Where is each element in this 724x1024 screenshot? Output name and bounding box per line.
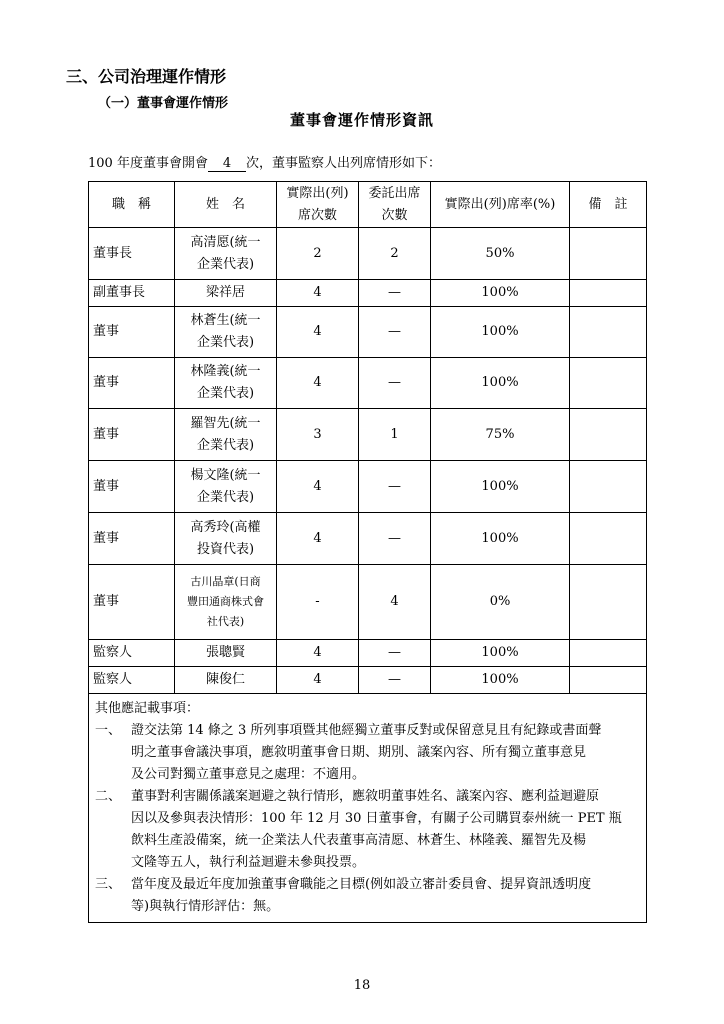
cell-title: 董事 bbox=[89, 513, 175, 565]
cell-rate: 50% bbox=[431, 228, 570, 280]
cell-proxy: 4 bbox=[359, 565, 431, 640]
notes-cell bbox=[89, 694, 647, 923]
note-text bbox=[131, 786, 640, 874]
cell-rate: 100% bbox=[431, 280, 570, 307]
note-line: 當年度及最近年度加強董事會職能之目標(例如設立審計委員會、提昇資訊透明度 bbox=[131, 877, 592, 892]
header-proxy-line1: 委託出席 bbox=[368, 185, 421, 201]
name-line: 企業代表) bbox=[196, 489, 255, 505]
cell-name bbox=[175, 228, 277, 280]
intro-line bbox=[88, 152, 441, 172]
table-row bbox=[89, 513, 647, 565]
table-row bbox=[89, 307, 647, 358]
subsection-heading: （一）董事會運作情形 bbox=[98, 96, 229, 111]
cell-title: 監察人 bbox=[89, 640, 175, 667]
table-row bbox=[89, 667, 647, 694]
table-row bbox=[89, 409, 647, 461]
cell-title: 監察人 bbox=[89, 667, 175, 694]
note-number: 三、 bbox=[95, 877, 122, 892]
table-row bbox=[89, 461, 647, 513]
cell-proxy: — bbox=[359, 358, 431, 409]
cell-rate: 100% bbox=[431, 640, 570, 667]
cell-name bbox=[175, 461, 277, 513]
note-line: 飲料生產設備案，統一企業法人代表董事高清愿、林蒼生、林隆義、羅智先及楊 bbox=[131, 833, 587, 848]
header-actual bbox=[277, 182, 359, 228]
cell-rate: 100% bbox=[431, 513, 570, 565]
meeting-count: 4 bbox=[208, 157, 246, 172]
name-line: 企業代表) bbox=[196, 386, 255, 401]
cell-proxy: 1 bbox=[359, 409, 431, 461]
cell-actual: 2 bbox=[277, 228, 359, 280]
cell-remark bbox=[570, 358, 647, 409]
table-header-row bbox=[89, 182, 647, 228]
cell-remark bbox=[570, 307, 647, 358]
table-row bbox=[89, 565, 647, 640]
cell-actual: 4 bbox=[277, 667, 359, 694]
cell-name: 梁祥居 bbox=[175, 280, 277, 307]
cell-remark bbox=[570, 409, 647, 461]
header-rate: 實際出(列)席率(%) bbox=[431, 182, 570, 228]
cell-title: 董事 bbox=[89, 358, 175, 409]
header-actual-line1: 實際出(列) bbox=[286, 185, 349, 201]
name-line: 豐田通商株式會 bbox=[187, 595, 264, 608]
note-text bbox=[131, 874, 640, 918]
name-line: 高清愿(統一 bbox=[190, 234, 261, 250]
cell-remark bbox=[570, 565, 647, 640]
cell-proxy: 2 bbox=[359, 228, 431, 280]
cell-name: 陳俊仁 bbox=[175, 667, 277, 694]
name-line: 古川晶章(日商 bbox=[190, 575, 261, 588]
cell-name bbox=[175, 358, 277, 409]
cell-actual: 4 bbox=[277, 461, 359, 513]
cell-remark bbox=[570, 228, 647, 280]
intro-prefix: 100 年度董事會開會 bbox=[88, 156, 208, 171]
cell-remark bbox=[570, 640, 647, 667]
cell-actual: 4 bbox=[277, 358, 359, 409]
cell-title: 董事 bbox=[89, 461, 175, 513]
name-line: 企業代表) bbox=[196, 437, 255, 453]
section-heading: 三、公司治理運作情形 bbox=[66, 67, 227, 86]
header-proxy-line2: 次數 bbox=[381, 207, 408, 223]
cell-name bbox=[175, 307, 277, 358]
note-line: 明之董事會議決事項，應敘明董事會日期、期別、議案內容、所有獨立董事意見 bbox=[131, 745, 587, 760]
note-number: 二、 bbox=[95, 789, 122, 804]
cell-proxy: — bbox=[359, 280, 431, 307]
cell-rate: 75% bbox=[431, 409, 570, 461]
note-line: 證交法第 14 條之 3 所列事項暨其他經獨立董事反對或保留意見且有紀錄或書面聲 bbox=[131, 723, 602, 738]
note-text bbox=[131, 720, 640, 786]
header-name: 姓 名 bbox=[175, 182, 277, 228]
cell-rate: 100% bbox=[431, 307, 570, 358]
intro-suffix: 次，董事監察人出列席情形如下： bbox=[245, 156, 441, 171]
table-row bbox=[89, 280, 647, 307]
page-title: 董事會運作情形資訊 bbox=[289, 111, 434, 129]
header-proxy bbox=[359, 182, 431, 228]
page-number: 18 bbox=[353, 978, 371, 993]
cell-proxy: — bbox=[359, 513, 431, 565]
cell-actual: 4 bbox=[277, 280, 359, 307]
cell-title: 副董事長 bbox=[89, 280, 175, 307]
cell-remark bbox=[570, 461, 647, 513]
cell-name bbox=[175, 409, 277, 461]
cell-rate: 0% bbox=[431, 565, 570, 640]
cell-title: 董事 bbox=[89, 565, 175, 640]
cell-title: 董事 bbox=[89, 409, 175, 461]
cell-name bbox=[175, 565, 277, 640]
cell-proxy: — bbox=[359, 307, 431, 358]
name-line: 企業代表) bbox=[196, 256, 255, 272]
cell-name bbox=[175, 513, 277, 565]
name-line: 林隆義(統一 bbox=[190, 364, 261, 379]
header-actual-line2: 席次數 bbox=[297, 207, 337, 223]
cell-proxy: — bbox=[359, 667, 431, 694]
name-line: 高秀玲(高權 bbox=[190, 519, 261, 535]
note-item bbox=[95, 720, 640, 786]
note-line: 因以及參與表決情形：100 年 12 月 30 日董事會，有關子公司購買泰州統一 PET 瓶 bbox=[131, 811, 622, 826]
cell-proxy: — bbox=[359, 640, 431, 667]
cell-title: 董事 bbox=[89, 307, 175, 358]
cell-actual: 4 bbox=[277, 640, 359, 667]
cell-actual: - bbox=[277, 565, 359, 640]
cell-remark bbox=[570, 513, 647, 565]
note-line: 董事對利害關係議案迴避之執行情形，應敘明董事姓名、議案內容、應利益迴避原 bbox=[131, 789, 600, 804]
cell-title: 董事長 bbox=[89, 228, 175, 280]
cell-actual: 3 bbox=[277, 409, 359, 461]
note-number: 一、 bbox=[95, 723, 122, 738]
notes-row bbox=[89, 694, 647, 923]
name-line: 林蒼生(統一 bbox=[190, 313, 261, 328]
cell-remark bbox=[570, 667, 647, 694]
cell-actual: 4 bbox=[277, 307, 359, 358]
attendance-table bbox=[88, 181, 647, 923]
header-remark: 備 註 bbox=[570, 182, 647, 228]
table-row bbox=[89, 640, 647, 667]
note-item bbox=[95, 874, 640, 918]
note-line: 等)與執行情形評估：無。 bbox=[131, 899, 280, 914]
name-line: 企業代表) bbox=[196, 335, 255, 350]
name-line: 羅智先(統一 bbox=[190, 415, 261, 431]
notes-header: 其他應記載事項： bbox=[95, 701, 200, 716]
cell-name: 張聰賢 bbox=[175, 640, 277, 667]
table-row bbox=[89, 358, 647, 409]
cell-actual: 4 bbox=[277, 513, 359, 565]
note-item bbox=[95, 786, 640, 874]
name-line: 楊文隆(統一 bbox=[190, 467, 261, 483]
cell-rate: 100% bbox=[431, 667, 570, 694]
header-title: 職 稱 bbox=[89, 182, 175, 228]
cell-proxy: — bbox=[359, 461, 431, 513]
cell-remark bbox=[570, 280, 647, 307]
note-line: 文隆等五人，執行利益迴避未參與投票。 bbox=[131, 855, 366, 870]
cell-rate: 100% bbox=[431, 358, 570, 409]
note-line: 及公司對獨立董事意見之處理：不適用。 bbox=[131, 767, 366, 782]
name-line: 投資代表) bbox=[196, 541, 255, 557]
table-row bbox=[89, 228, 647, 280]
cell-rate: 100% bbox=[431, 461, 570, 513]
name-line: 社代表) bbox=[206, 615, 245, 628]
